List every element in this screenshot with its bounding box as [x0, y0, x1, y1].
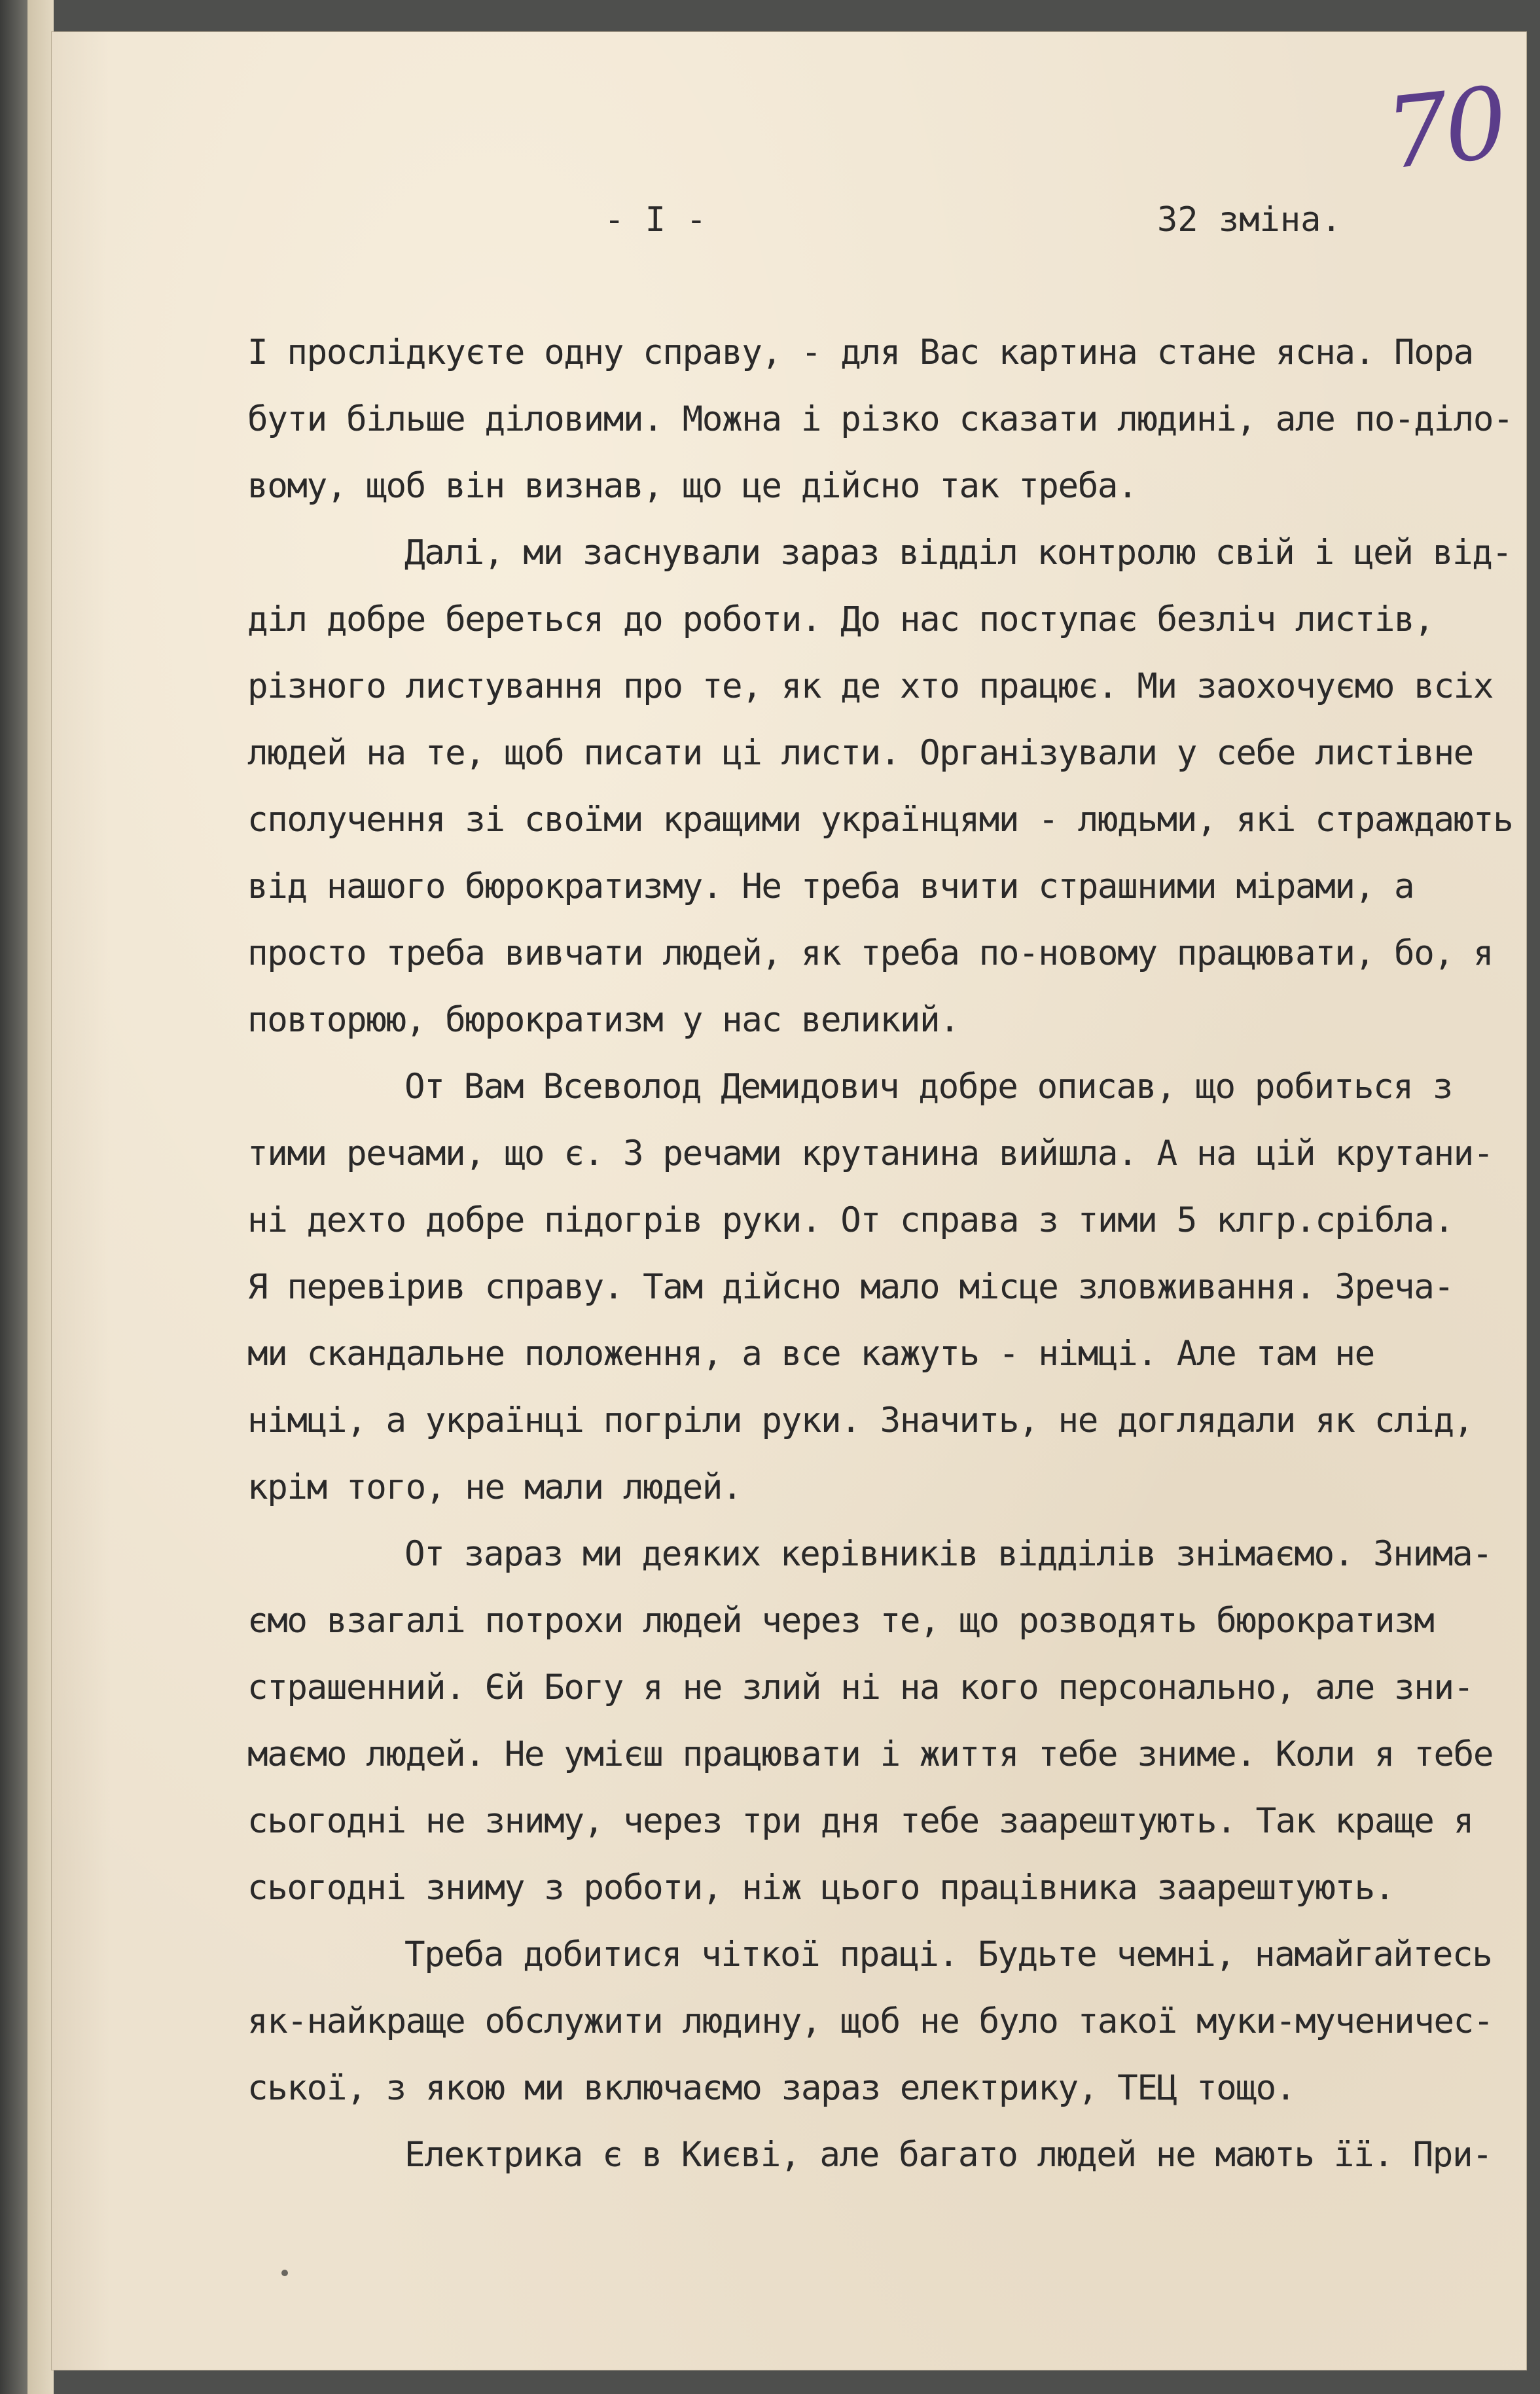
text-line-paragraph-start: Далі, ми заснували зараз відділ контролю свій і цей від-	[404, 533, 1512, 573]
text-line: сьогодні не зниму, через три дня тебе заарештують. Так краще я	[247, 1801, 1473, 1841]
text-line: бути більше діловими. Можна і різко сказати людині, але по-діло-	[247, 399, 1513, 439]
text-line: сьогодні зниму з роботи, ніж цього працівника заарештують.	[247, 1868, 1395, 1908]
document-page	[51, 31, 1527, 2370]
underlying-sheet-edge	[27, 0, 54, 2394]
text-line: різного листування про те, як де хто працює. Ми заохочуємо всіх	[247, 666, 1494, 706]
text-line: ської, з якою ми включаємо зараз електрику, ТЕЦ тощо.	[247, 2068, 1296, 2108]
text-line: ні дехто добре підогрів руки. От справа з тими 5 клгр.срібла.	[247, 1200, 1454, 1240]
page-marker: - I -	[604, 200, 707, 240]
typed-body	[247, 319, 1530, 2189]
text-line: вому, щоб він визнав, що це дійсно так треба.	[247, 466, 1137, 506]
text-line: повторюю, бюрократизм у нас великий.	[247, 1000, 959, 1040]
folio-number: 70	[1380, 66, 1509, 192]
text-line: ємо взагалі потрохи людей через те, що розводять бюрократизм	[247, 1601, 1434, 1641]
shift-label: 32 зміна.	[1157, 200, 1342, 240]
text-line: німці, а українці погріли руки. Значить, не доглядали як слід,	[247, 1401, 1473, 1440]
text-line: просто треба вивчати людей, як треба по-новому працювати, бо, я	[247, 933, 1494, 973]
text-line: крім того, не мали людей.	[247, 1467, 742, 1507]
text-line: людей на те, щоб писати ці листи. Організували у себе листівне	[247, 733, 1473, 773]
text-line: діл добре береться до роботи. До нас поступає безліч листів,	[247, 599, 1434, 639]
text-line: маємо людей. Не умієш працювати і життя тебе зниме. Коли я тебе	[247, 1734, 1494, 1774]
text-line-paragraph-start: От зараз ми деяких керівників відділів знімаємо. Знима-	[404, 1534, 1492, 1574]
ink-speck	[281, 2270, 288, 2276]
text-line-paragraph-start: Треба добитися чіткої праці. Будьте чемні, намайгайтесь	[404, 1935, 1492, 1974]
text-line: Я перевірив справу. Там дійсно мало місце зловживання. Зреча-	[247, 1267, 1454, 1307]
text-line: тими речами, що є. З речами крутанина вийшла. А на цій крутани-	[247, 1134, 1494, 1173]
text-line: сполучення зі своїми кращими українцями - людьми, які страждають	[247, 800, 1513, 840]
text-line-paragraph-start: Електрика є в Києві, але багато людей не мають її. При-	[404, 2135, 1492, 2175]
text-line: І прослідкуєте одну справу, - для Вас картина стане ясна. Пора	[247, 332, 1473, 372]
text-line: від нашого бюрократизму. Не треба вчити страшними мірами, а	[247, 866, 1414, 906]
page-header	[51, 200, 1527, 246]
text-line: ми скандальне положення, а все кажуть - німці. Але там не	[247, 1334, 1374, 1374]
text-line: страшенний. Єй Богу я не злий ні на кого персонально, але зни-	[247, 1668, 1473, 1707]
text-line-paragraph-start: От Вам Всеволод Демидович добре описав, що робиться з	[404, 1067, 1453, 1107]
text-line: як-найкраще обслужити людину, щоб не було такої муки-мученичес-	[247, 2001, 1494, 2041]
